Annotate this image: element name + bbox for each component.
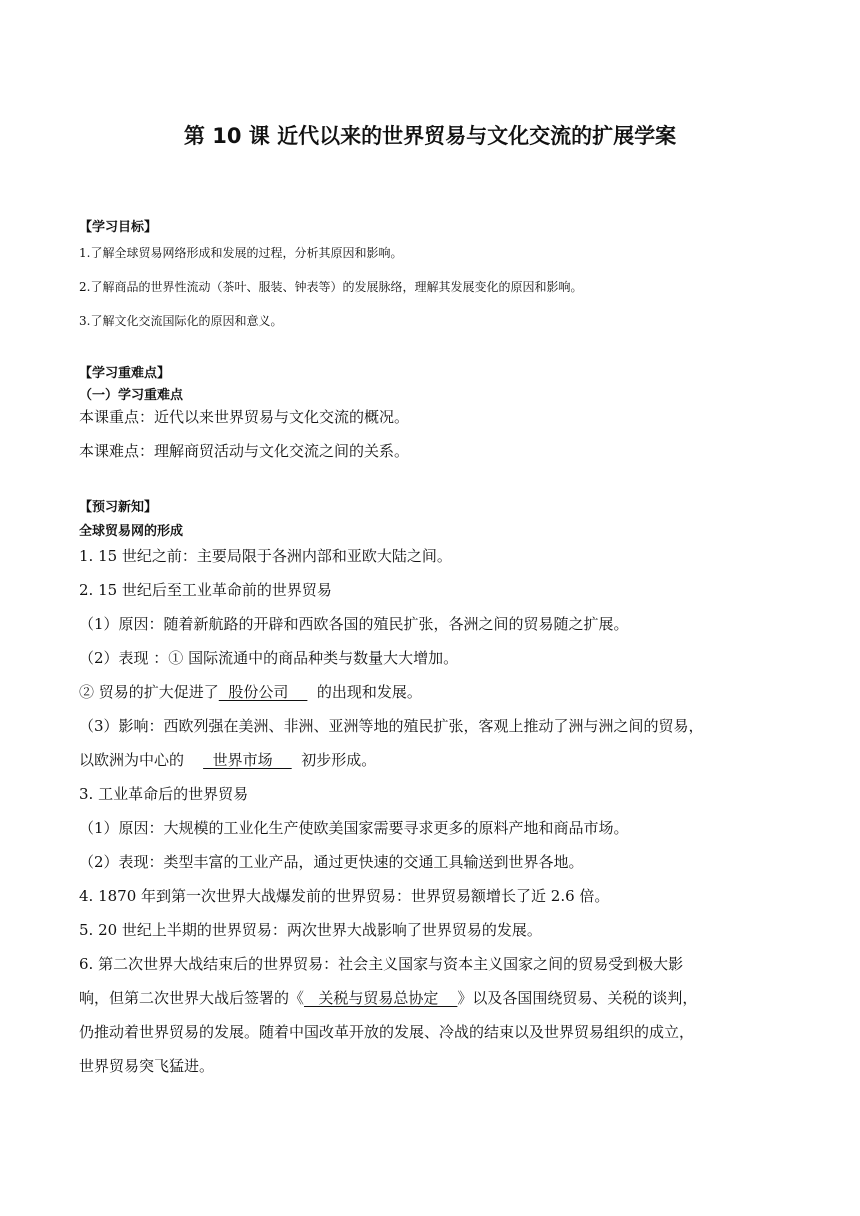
- text-line: 仍推动着世界贸易的发展。随着中国改革开放的发展、冷战的结束以及世界贸易组织的成立，: [79, 1023, 695, 1041]
- text-line: 1. 15 世纪之前：主要局限于各洲内部和亚欧大陆之间。: [79, 547, 452, 565]
- text-line: （1）原因：随着新航路的开辟和西欧各国的殖民扩张，各洲之间的贸易随之扩展。: [79, 615, 629, 633]
- text-line: （2）表现：类型丰富的工业产品，通过更快速的交通工具输送到世界各地。: [79, 853, 584, 871]
- text-segment: 初步形成。: [291, 751, 377, 769]
- text-line: 2. 15 世纪后至工业革命前的世界贸易: [79, 581, 332, 599]
- difficult-point: 本课难点：理解商贸活动与文化交流之间的关系。: [79, 442, 410, 460]
- objective-item: 2.了解商品的世界性流动（茶叶、服装、钟表等）的发展脉络，理解其发展变化的原因和影响。: [79, 280, 583, 294]
- objectives-heading: 【学习目标】: [79, 220, 158, 235]
- text-line: [79, 749, 376, 770]
- text-line: （1）原因：大规模的工业化生产使欧美国家需要寻求更多的原料产地和商品市场。: [79, 819, 629, 837]
- preview-heading: 【预习新知】: [79, 500, 158, 515]
- text-line: [79, 987, 697, 1008]
- page-title: 第 10 课 近代以来的世界贸易与文化交流的扩展学案: [183, 124, 677, 148]
- text-segment: ② 贸易的扩大促进了: [79, 683, 219, 701]
- text-line: 世界贸易突飞猛进。: [79, 1057, 215, 1075]
- keypoints-subheading: （一）学习重难点: [79, 388, 184, 403]
- text-line: 3. 工业革命后的世界贸易: [79, 785, 249, 803]
- objective-item: 1.了解全球贸易网络形成和发展的过程，分析其原因和影响。: [79, 246, 403, 260]
- text-line: 4. 1870 年到第一次世界大战爆发前的世界贸易：世界贸易额增长了近 2.6 倍。: [79, 887, 610, 905]
- preview-subheading: 全球贸易网的形成: [79, 524, 184, 539]
- text-line: 6. 第二次世界大战结束后的世界贸易：社会主义国家与资本主义国家之间的贸易受到极大影: [79, 955, 684, 973]
- text-segment: 》以及各国围绕贸易、关税的谈判，: [457, 989, 698, 1007]
- text-line: 5. 20 世纪上半期的世界贸易：两次世界大战影响了世界贸易的发展。: [79, 921, 542, 939]
- key-point: 本课重点：近代以来世界贸易与文化交流的概况。: [79, 408, 410, 426]
- text-line: （3）影响：西欧列强在美洲、非洲、亚洲等地的殖民扩张，客观上推动了洲与洲之间的贸易，: [79, 717, 704, 735]
- fill-blank-answer: 关税与贸易总协定: [304, 989, 458, 1007]
- text-segment: 以欧洲为中心的: [79, 751, 204, 769]
- text-segment: 响，但第二次世界大战后签署的《: [79, 989, 305, 1007]
- text-line: [79, 681, 422, 702]
- text-segment: 的出现和发展。: [307, 683, 422, 701]
- text-line: （2）表现 ：① 国际流通中的商品种类与数量大大增加。: [79, 649, 459, 667]
- fill-blank-answer: 股份公司: [218, 683, 308, 701]
- fill-blank-answer: 世界市场: [203, 751, 292, 769]
- objective-item: 3.了解文化交流国际化的原因和意义。: [79, 314, 283, 328]
- keypoints-heading: 【学习重难点】: [79, 366, 171, 381]
